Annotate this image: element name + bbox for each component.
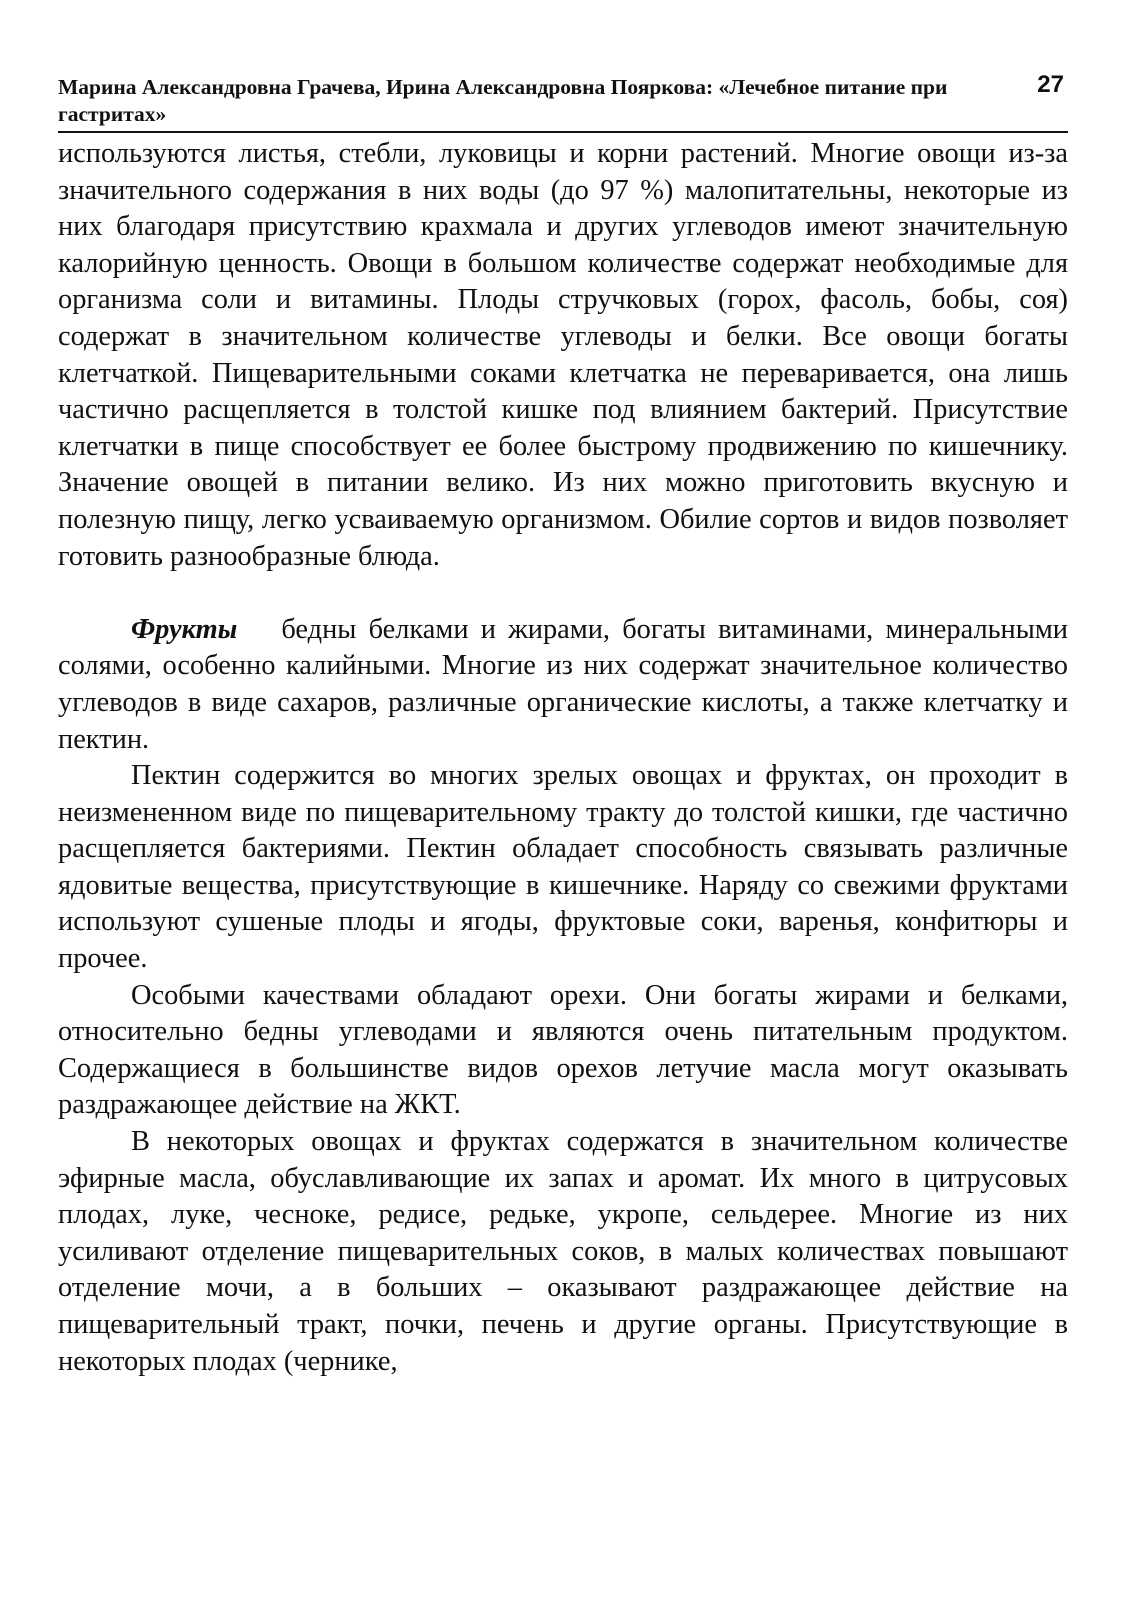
running-header <box>58 71 1068 133</box>
paragraph-fruits <box>58 612 1068 758</box>
paragraph-vegetables: используются листья, стебли, луковицы и корни растений. Многие овощи из-за значительного содержания в них воды (до 97 %) малопитательны, некоторые из них благодаря присутствию крахмала и других углеводов имеют значительную калорийную ценность. Овощи в большом количестве содержат необходимые для организма соли и витамины. Плоды стручковых (горох, фасоль, бобы, соя) содержат в значительном количестве углеводы и белки. Все овощи богаты клетчаткой. Пищеварительными соками клетчатка не переваривается, она лишь частично расщепляется в толстой кишке под влиянием бактерий. Присутствие клетчатки в пище способствует ее более быстрому продвижению по кишечнику. Значение овощей в питании велико. Из них можно приготовить вкусную и полезную пищу, легко усваиваемую организмом. Обилие сортов и видов позволяет готовить разнообразные блюда. <box>58 138 1068 572</box>
page-number: 27 <box>1037 71 1064 98</box>
document-page <box>58 71 1068 1380</box>
paragraph-pectin: Пектин содержится во многих зрелых овощах и фруктах, он проходит в неизмененном виде по пищеварительному тракту до толстой кишки, где частично расщепляется бактериями. Пектин обладает способность связывать различные ядовитые вещества, присутствующие в кишечнике. Наряду со свежими фруктами используют сушеные плоды и ягоды, фруктовые соки, варенья, конфитюры и прочее. <box>58 760 1068 975</box>
paragraph-essential-oils: В некоторых овощах и фруктах содержатся в значительном количестве эфирные масла, обуславливающие их запах и аромат. Их много в цитрусовых плодах, луке, чесноке, редисе, редьке, укропе, сельдерее. Многие из них усиливают отделение пищеварительных соков, в малых количествах повышают отделение мочи, а в больших – оказывают раздражающее действие на пищеварительный тракт, почки, печень и другие органы. Присутствующие в некоторых плодах (чернике, <box>58 1126 1068 1377</box>
body-text <box>58 136 1068 1380</box>
paragraph-nuts: Особыми качествами обладают орехи. Они богаты жирами и белками, относительно бедны углеводами и являются очень питательным продуктом. Содержащиеся в большинстве видов орехов летучие масла могут оказывать раздражающее действие на ЖКТ. <box>58 979 1068 1121</box>
term-fruits: Фрукты <box>131 613 238 645</box>
paragraph-fruits-text: бедны белками и жирами, богаты витаминами, минеральными солями, особенно калийными. Многие из них содержат значительное количество углеводов в виде сахаров, различные органические кислоты, а также клетчатку и пектин. <box>58 613 1068 755</box>
header-title: Марина Александровна Грачева, Ирина Александровна Пояркова: «Лечебное питание при гастритах» <box>58 75 948 126</box>
